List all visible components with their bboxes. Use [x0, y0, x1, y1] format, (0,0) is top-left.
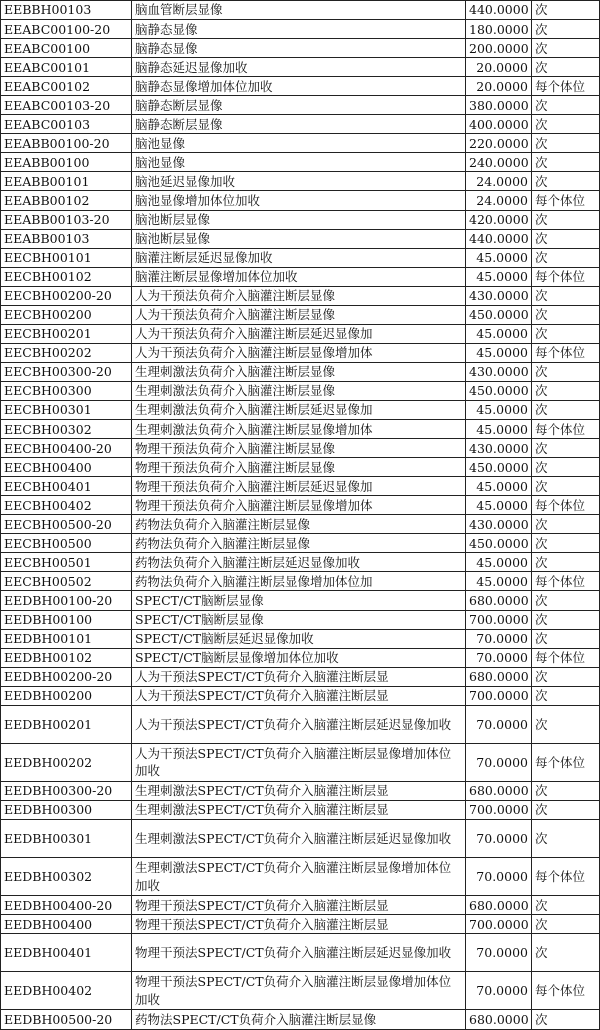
price-cell: 450.0000 — [466, 458, 532, 477]
item-code-cell: EECBH00202 — [1, 343, 132, 362]
price-cell: 20.0000 — [466, 77, 532, 96]
item-name-cell: 脑静态显像增加体位加收 — [132, 77, 466, 96]
table-row — [1, 362, 600, 381]
item-code-cell: EEDBH00300-20 — [1, 781, 132, 800]
table-row — [1, 77, 600, 96]
table-row — [1, 324, 600, 343]
item-code-cell: EECBH00300-20 — [1, 362, 132, 381]
unit-cell: 次 — [532, 591, 600, 610]
unit-cell: 次 — [532, 686, 600, 705]
price-cell: 220.0000 — [466, 134, 532, 153]
price-cell: 70.0000 — [466, 705, 532, 743]
item-name-cell: 药物法负荷介入脑灌注断层显像增加体位加 — [132, 572, 466, 591]
item-code-cell: EECBH00501 — [1, 553, 132, 572]
item-name-cell: 药物法负荷介入脑灌注断层显像 — [132, 534, 466, 553]
item-code-cell: EEDBH00200-20 — [1, 667, 132, 686]
unit-cell: 次 — [532, 610, 600, 629]
unit-cell: 次 — [532, 210, 600, 229]
price-cell: 700.0000 — [466, 686, 532, 705]
table-row — [1, 477, 600, 496]
item-name-cell: 脑灌注断层延迟显像加收 — [132, 248, 466, 267]
item-name-cell: 人为干预法SPECT/CT负荷介入脑灌注断层显 — [132, 686, 466, 705]
table-row — [1, 686, 600, 705]
table-row — [1, 781, 600, 800]
item-name-cell: 生理刺激法负荷介入脑灌注断层显像 — [132, 381, 466, 400]
item-code-cell: EEABC00100-20 — [1, 20, 132, 39]
item-name-cell: 脑静态延迟显像加收 — [132, 58, 466, 77]
item-name-cell: 人为干预法SPECT/CT负荷介入脑灌注断层延迟显像加收 — [132, 705, 466, 743]
unit-cell: 次 — [532, 134, 600, 153]
item-name-cell: 脑池断层显像 — [132, 229, 466, 248]
unit-cell: 次 — [532, 629, 600, 648]
unit-cell: 每个体位 — [532, 343, 600, 362]
item-name-cell: 脑静态显像 — [132, 39, 466, 58]
unit-cell: 次 — [532, 229, 600, 248]
unit-cell: 次 — [532, 286, 600, 305]
table-row — [1, 343, 600, 362]
item-code-cell: EECBH00402 — [1, 496, 132, 515]
item-name-cell: 人为干预法负荷介入脑灌注断层显像 — [132, 305, 466, 324]
unit-cell: 次 — [532, 305, 600, 324]
unit-cell: 次 — [532, 248, 600, 267]
unit-cell: 次 — [532, 896, 600, 915]
table-row — [1, 381, 600, 400]
unit-cell: 次 — [532, 458, 600, 477]
item-code-cell: EEABC00101 — [1, 58, 132, 77]
table-row — [1, 820, 600, 858]
price-cell: 45.0000 — [466, 400, 532, 419]
unit-cell: 次 — [532, 1010, 600, 1029]
unit-cell: 次 — [532, 362, 600, 381]
unit-cell: 次 — [532, 153, 600, 172]
unit-cell: 每个体位 — [532, 267, 600, 286]
unit-cell: 次 — [532, 439, 600, 458]
table-row — [1, 667, 600, 686]
item-code-cell: EECBH00102 — [1, 267, 132, 286]
item-code-cell: EEDBH00201 — [1, 705, 132, 743]
table-row — [1, 286, 600, 305]
price-cell: 45.0000 — [466, 477, 532, 496]
table-row — [1, 648, 600, 667]
item-name-cell: 物理干预法负荷介入脑灌注断层显像增加体 — [132, 496, 466, 515]
item-code-cell: EEDBH00500-20 — [1, 1010, 132, 1029]
unit-cell: 每个体位 — [532, 972, 600, 1010]
item-name-cell: 脑静态断层显像 — [132, 115, 466, 134]
unit-cell: 次 — [532, 934, 600, 972]
table-row — [1, 1010, 600, 1029]
table-row — [1, 96, 600, 115]
item-code-cell: EEDBH00100-20 — [1, 591, 132, 610]
item-code-cell: EEABB00102 — [1, 191, 132, 210]
item-name-cell: 药物法SPECT/CT负荷介入脑灌注断层显像 — [132, 1010, 466, 1029]
table-row — [1, 858, 600, 896]
table-row — [1, 267, 600, 286]
unit-cell: 次 — [532, 172, 600, 191]
table-row — [1, 229, 600, 248]
table-row — [1, 134, 600, 153]
table-row — [1, 400, 600, 419]
table-row — [1, 610, 600, 629]
table-row — [1, 743, 600, 781]
table-row — [1, 534, 600, 553]
price-cell: 70.0000 — [466, 629, 532, 648]
table-row — [1, 515, 600, 534]
price-cell: 430.0000 — [466, 439, 532, 458]
item-name-cell: 脑静态断层显像 — [132, 96, 466, 115]
item-name-cell: 脑池断层显像 — [132, 210, 466, 229]
table-row — [1, 572, 600, 591]
price-cell: 440.0000 — [466, 1, 532, 20]
table-row — [1, 153, 600, 172]
item-code-cell: EEABC00103 — [1, 115, 132, 134]
item-code-cell: EECBH00401 — [1, 477, 132, 496]
item-name-cell: 生理刺激法负荷介入脑灌注断层显像增加体 — [132, 420, 466, 439]
price-cell: 450.0000 — [466, 305, 532, 324]
item-code-cell: EEABC00102 — [1, 77, 132, 96]
price-cell: 45.0000 — [466, 248, 532, 267]
price-cell: 200.0000 — [466, 39, 532, 58]
price-cell: 240.0000 — [466, 153, 532, 172]
item-name-cell: 物理干预法SPECT/CT负荷介入脑灌注断层显像增加体位加收 — [132, 972, 466, 1010]
table-row — [1, 915, 600, 934]
unit-cell: 次 — [532, 324, 600, 343]
price-cell: 440.0000 — [466, 229, 532, 248]
item-name-cell: 生理刺激法SPECT/CT负荷介入脑灌注断层显 — [132, 800, 466, 819]
unit-cell: 次 — [532, 96, 600, 115]
table-row — [1, 420, 600, 439]
item-name-cell: SPECT/CT脑断层显像增加体位加收 — [132, 648, 466, 667]
unit-cell: 每个体位 — [532, 648, 600, 667]
item-code-cell: EEDBH00101 — [1, 629, 132, 648]
item-name-cell: 脑池延迟显像加收 — [132, 172, 466, 191]
price-cell: 450.0000 — [466, 534, 532, 553]
item-code-cell: EECBH00500 — [1, 534, 132, 553]
unit-cell: 次 — [532, 515, 600, 534]
price-cell: 70.0000 — [466, 820, 532, 858]
table-row — [1, 1, 600, 20]
item-code-cell: EEABB00100 — [1, 153, 132, 172]
table-row — [1, 58, 600, 77]
item-name-cell: 人为干预法SPECT/CT负荷介入脑灌注断层显像增加体位加收 — [132, 743, 466, 781]
item-name-cell: SPECT/CT脑断层显像 — [132, 610, 466, 629]
table-row — [1, 305, 600, 324]
item-name-cell: 人为干预法SPECT/CT负荷介入脑灌注断层显 — [132, 667, 466, 686]
price-cell: 700.0000 — [466, 800, 532, 819]
item-name-cell: SPECT/CT脑断层延迟显像加收 — [132, 629, 466, 648]
item-code-cell: EEDBH00302 — [1, 858, 132, 896]
price-cell: 180.0000 — [466, 20, 532, 39]
item-name-cell: 物理干预法SPECT/CT负荷介入脑灌注断层显 — [132, 896, 466, 915]
table-row — [1, 439, 600, 458]
item-name-cell: SPECT/CT脑断层显像 — [132, 591, 466, 610]
item-code-cell: EEABB00100-20 — [1, 134, 132, 153]
unit-cell: 次 — [532, 781, 600, 800]
item-name-cell: 脑静态显像 — [132, 20, 466, 39]
item-name-cell: 脑池显像增加体位加收 — [132, 191, 466, 210]
item-code-cell: EEABB00103-20 — [1, 210, 132, 229]
item-code-cell: EEDBH00400 — [1, 915, 132, 934]
price-cell: 45.0000 — [466, 496, 532, 515]
price-cell: 680.0000 — [466, 781, 532, 800]
unit-cell: 每个体位 — [532, 420, 600, 439]
price-cell: 700.0000 — [466, 915, 532, 934]
item-code-cell: EEDBH00102 — [1, 648, 132, 667]
price-cell: 70.0000 — [466, 934, 532, 972]
unit-cell: 次 — [532, 915, 600, 934]
price-cell: 70.0000 — [466, 972, 532, 1010]
item-code-cell: EECBH00300 — [1, 381, 132, 400]
unit-cell: 每个体位 — [532, 858, 600, 896]
price-cell: 45.0000 — [466, 572, 532, 591]
item-code-cell: EEABB00103 — [1, 229, 132, 248]
item-code-cell: EECBH00101 — [1, 248, 132, 267]
table-row — [1, 210, 600, 229]
price-cell: 45.0000 — [466, 343, 532, 362]
table-row — [1, 800, 600, 819]
table-row — [1, 591, 600, 610]
unit-cell: 次 — [532, 39, 600, 58]
table-row — [1, 20, 600, 39]
price-cell: 420.0000 — [466, 210, 532, 229]
table-row — [1, 896, 600, 915]
unit-cell: 次 — [532, 58, 600, 77]
item-name-cell: 脑池显像 — [132, 153, 466, 172]
item-name-cell: 生理刺激法SPECT/CT负荷介入脑灌注断层显像增加体位加收 — [132, 858, 466, 896]
item-name-cell: 生理刺激法负荷介入脑灌注断层延迟显像加 — [132, 400, 466, 419]
price-cell: 700.0000 — [466, 610, 532, 629]
unit-cell: 每个体位 — [532, 191, 600, 210]
price-cell: 24.0000 — [466, 191, 532, 210]
price-cell: 45.0000 — [466, 324, 532, 343]
item-code-cell: EEABC00100 — [1, 39, 132, 58]
unit-cell: 每个体位 — [532, 572, 600, 591]
unit-cell: 每个体位 — [532, 743, 600, 781]
price-cell: 400.0000 — [466, 115, 532, 134]
item-name-cell: 脑池显像 — [132, 134, 466, 153]
item-name-cell: 物理干预法负荷介入脑灌注断层显像 — [132, 458, 466, 477]
item-code-cell: EECBH00302 — [1, 420, 132, 439]
item-code-cell: EEDBH00100 — [1, 610, 132, 629]
unit-cell: 次 — [532, 667, 600, 686]
table-row — [1, 458, 600, 477]
unit-cell: 次 — [532, 115, 600, 134]
item-name-cell: 脑灌注断层显像增加体位加收 — [132, 267, 466, 286]
table-row — [1, 705, 600, 743]
price-cell: 45.0000 — [466, 420, 532, 439]
item-code-cell: EEDBH00400-20 — [1, 896, 132, 915]
unit-cell: 次 — [532, 800, 600, 819]
item-name-cell: 生理刺激法负荷介入脑灌注断层显像 — [132, 362, 466, 381]
price-cell: 430.0000 — [466, 515, 532, 534]
price-cell: 450.0000 — [466, 381, 532, 400]
item-name-cell: 物理干预法SPECT/CT负荷介入脑灌注断层显 — [132, 915, 466, 934]
table-row — [1, 39, 600, 58]
unit-cell: 次 — [532, 1, 600, 20]
fee-table-body — [1, 1, 600, 1030]
item-name-cell: 人为干预法负荷介入脑灌注断层显像增加体 — [132, 343, 466, 362]
item-code-cell: EEDBH00202 — [1, 743, 132, 781]
item-code-cell: EEDBH00301 — [1, 820, 132, 858]
unit-cell: 次 — [532, 820, 600, 858]
unit-cell: 次 — [532, 705, 600, 743]
item-name-cell: 物理干预法负荷介入脑灌注断层显像 — [132, 439, 466, 458]
unit-cell: 次 — [532, 477, 600, 496]
item-code-cell: EECBH00200-20 — [1, 286, 132, 305]
item-name-cell: 人为干预法负荷介入脑灌注断层延迟显像加 — [132, 324, 466, 343]
item-code-cell: EECBH00502 — [1, 572, 132, 591]
item-code-cell: EECBH00301 — [1, 400, 132, 419]
price-cell: 45.0000 — [466, 267, 532, 286]
item-name-cell: 生理刺激法SPECT/CT负荷介入脑灌注断层延迟显像加收 — [132, 820, 466, 858]
item-name-cell: 物理干预法SPECT/CT负荷介入脑灌注断层延迟显像加收 — [132, 934, 466, 972]
unit-cell: 次 — [532, 381, 600, 400]
item-code-cell: EECBH00400 — [1, 458, 132, 477]
price-cell: 430.0000 — [466, 362, 532, 381]
price-cell: 430.0000 — [466, 286, 532, 305]
table-row — [1, 248, 600, 267]
price-cell: 20.0000 — [466, 58, 532, 77]
table-row — [1, 629, 600, 648]
unit-cell: 次 — [532, 534, 600, 553]
price-cell: 380.0000 — [466, 96, 532, 115]
item-name-cell: 药物法负荷介入脑灌注断层显像 — [132, 515, 466, 534]
unit-cell: 每个体位 — [532, 77, 600, 96]
price-cell: 70.0000 — [466, 743, 532, 781]
item-name-cell: 生理刺激法SPECT/CT负荷介入脑灌注断层显 — [132, 781, 466, 800]
item-code-cell: EEABC00103-20 — [1, 96, 132, 115]
item-name-cell: 人为干预法负荷介入脑灌注断层显像 — [132, 286, 466, 305]
item-code-cell: EECBH00200 — [1, 305, 132, 324]
item-code-cell: EEBBH00103 — [1, 1, 132, 20]
table-row — [1, 191, 600, 210]
item-code-cell: EECBH00500-20 — [1, 515, 132, 534]
item-code-cell: EECBH00400-20 — [1, 439, 132, 458]
price-cell: 70.0000 — [466, 858, 532, 896]
price-cell: 680.0000 — [466, 896, 532, 915]
item-code-cell: EEDBH00401 — [1, 934, 132, 972]
item-code-cell: EEDBH00200 — [1, 686, 132, 705]
item-name-cell: 物理干预法负荷介入脑灌注断层延迟显像加 — [132, 477, 466, 496]
price-cell: 45.0000 — [466, 553, 532, 572]
item-code-cell: EEABB00101 — [1, 172, 132, 191]
unit-cell: 每个体位 — [532, 496, 600, 515]
item-name-cell: 脑血管断层显像 — [132, 1, 466, 20]
price-cell: 24.0000 — [466, 172, 532, 191]
table-row — [1, 934, 600, 972]
unit-cell: 次 — [532, 400, 600, 419]
table-row — [1, 972, 600, 1010]
item-name-cell: 药物法负荷介入脑灌注断层延迟显像加收 — [132, 553, 466, 572]
table-row — [1, 553, 600, 572]
price-cell: 680.0000 — [466, 1010, 532, 1029]
unit-cell: 次 — [532, 20, 600, 39]
price-cell: 70.0000 — [466, 648, 532, 667]
unit-cell: 次 — [532, 553, 600, 572]
item-code-cell: EECBH00201 — [1, 324, 132, 343]
table-row — [1, 115, 600, 134]
table-row — [1, 172, 600, 191]
price-cell: 680.0000 — [466, 591, 532, 610]
price-cell: 680.0000 — [466, 667, 532, 686]
table-row — [1, 496, 600, 515]
item-code-cell: EEDBH00402 — [1, 972, 132, 1010]
item-code-cell: EEDBH00300 — [1, 800, 132, 819]
